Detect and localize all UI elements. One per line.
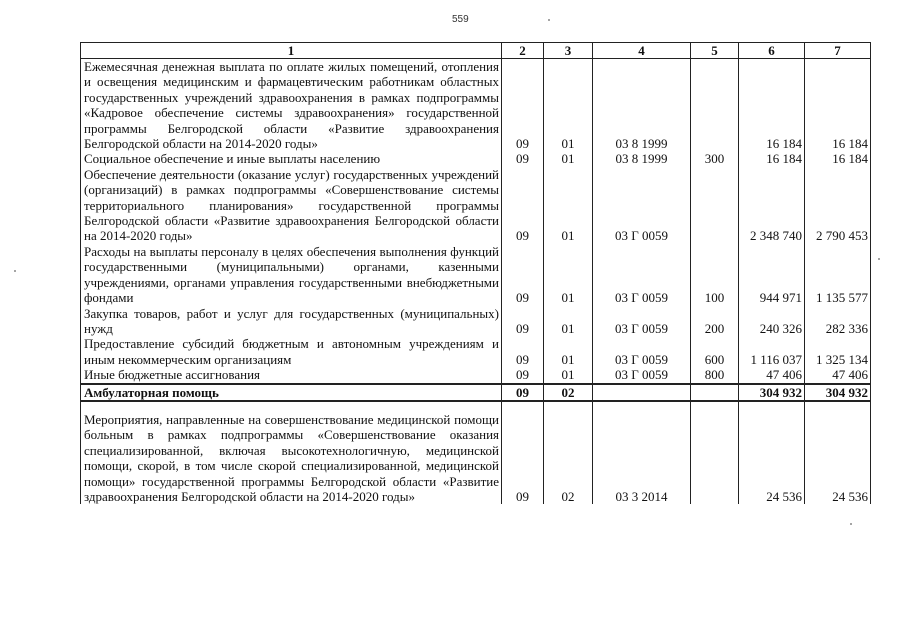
header-row: [81, 43, 871, 59]
row-name: Расходы на выплаты персоналу в целях обеспечения выполнения функций государственными (муниципальными) органами, казенными учреждениями, органами управления государственными внебюджетными фондами: [81, 244, 502, 306]
spacer-cell: [502, 401, 544, 412]
row-expense-type: 100: [691, 244, 739, 306]
row-expense-type: [691, 59, 739, 152]
header-col-7: 7: [805, 43, 871, 59]
row-amount-2: 2 790 453: [805, 167, 871, 244]
table-row: [81, 59, 871, 152]
row-subsection-code: 01: [544, 336, 593, 367]
table-row: [81, 244, 871, 306]
row-target-code: 03 Г 0059: [593, 306, 691, 337]
header-col-6: 6: [739, 43, 805, 59]
row-name: Ежемесячная денежная выплата по оплате жилых помещений, отопления и освещения медицинским и фармацевтическим работникам областных государственных учреждений здравоохранения в рамках подпрограммы «Кадровое обеспечение системы здравоохранения» государственной программы Белгородской области «Развитие здравоохранения Белгородской области на 2014-2020 годы»: [81, 59, 502, 152]
spacer-row: [81, 401, 871, 412]
row-name: Закупка товаров, работ и услуг для государственных (муниципальных) нужд: [81, 306, 502, 337]
row-target-code: 03 3 2014: [593, 412, 691, 504]
row-section-code: 09: [502, 167, 544, 244]
row-amount-1: 47 406: [739, 367, 805, 383]
row-section-code: 09: [502, 412, 544, 504]
row-section-code: 09: [502, 367, 544, 383]
table-row: [81, 412, 871, 504]
table-row: [81, 151, 871, 166]
row-amount-1: 1 116 037: [739, 336, 805, 367]
row-section-code: 09: [502, 336, 544, 367]
row-target-code: 03 8 1999: [593, 151, 691, 166]
row-section-code: 09: [502, 306, 544, 337]
row-name: Обеспечение деятельности (оказание услуг) государственных учреждений (организаций) в рамках подпрограммы «Совершенствование системы территориального планирования» государственной программы Белгородской области «Развитие здравоохранения Белгородской области на 2014-2020 годы»: [81, 167, 502, 244]
spacer-cell: [739, 401, 805, 412]
budget-table: [80, 42, 871, 504]
row-section-code: 09: [502, 59, 544, 152]
row-expense-type: 200: [691, 306, 739, 337]
row-name: Предоставление субсидий бюджетным и автономным учреждениям и иным некоммерческим организациям: [81, 336, 502, 367]
row-expense-type: 600: [691, 336, 739, 367]
row-subsection-code: 01: [544, 151, 593, 166]
row-subsection-code: 01: [544, 59, 593, 152]
row-target-code: 03 Г 0059: [593, 367, 691, 383]
spacer-cell: [544, 401, 593, 412]
spacer-cell: [691, 401, 739, 412]
row-amount-1: 24 536: [739, 412, 805, 504]
row-amount-1: 16 184: [739, 151, 805, 166]
row-amount-1: 16 184: [739, 59, 805, 152]
section-expense-type: [691, 384, 739, 401]
header-col-3: 3: [544, 43, 593, 59]
scan-artifact: [878, 258, 880, 260]
row-subsection-code: 01: [544, 167, 593, 244]
row-amount-1: 240 326: [739, 306, 805, 337]
section-subsection-code: 02: [544, 384, 593, 401]
row-expense-type: [691, 412, 739, 504]
row-target-code: 03 8 1999: [593, 59, 691, 152]
page-number: 559: [452, 14, 469, 25]
section-section-code: 09: [502, 384, 544, 401]
row-amount-2: 47 406: [805, 367, 871, 383]
row-section-code: 09: [502, 244, 544, 306]
scan-artifact: [548, 19, 550, 21]
row-name: Иные бюджетные ассигнования: [81, 367, 502, 383]
row-name: Социальное обеспечение и иные выплаты населению: [81, 151, 502, 166]
row-subsection-code: 01: [544, 367, 593, 383]
spacer-cell: [81, 401, 502, 412]
row-amount-1: 944 971: [739, 244, 805, 306]
table-row: [81, 367, 871, 383]
row-subsection-code: 01: [544, 244, 593, 306]
table-row: [81, 306, 871, 337]
row-expense-type: [691, 167, 739, 244]
row-amount-2: 1 135 577: [805, 244, 871, 306]
row-name: Мероприятия, направленные на совершенствование медицинской помощи больным в рамках подпрограммы «Совершенствование оказания специализированной, включая высокотехнологичную, медицинской помощи, скорой, в том числе скорой специализированной, медицинской помощи» государственной программы Белгородской области «Развитие здравоохранения Белгородской области на 2014-2020 годы»: [81, 412, 502, 504]
row-target-code: 03 Г 0059: [593, 167, 691, 244]
table-row: [81, 167, 871, 244]
row-target-code: 03 Г 0059: [593, 336, 691, 367]
section-target-code: [593, 384, 691, 401]
scan-artifact: [850, 523, 852, 525]
row-amount-2: 1 325 134: [805, 336, 871, 367]
row-expense-type: 300: [691, 151, 739, 166]
row-subsection-code: 02: [544, 412, 593, 504]
row-amount-2: 282 336: [805, 306, 871, 337]
section-amount-1: 304 932: [739, 384, 805, 401]
row-amount-2: 16 184: [805, 59, 871, 152]
row-amount-2: 24 536: [805, 412, 871, 504]
row-subsection-code: 01: [544, 306, 593, 337]
header-col-4: 4: [593, 43, 691, 59]
row-target-code: 03 Г 0059: [593, 244, 691, 306]
row-expense-type: 800: [691, 367, 739, 383]
spacer-cell: [593, 401, 691, 412]
spacer-cell: [805, 401, 871, 412]
row-amount-2: 16 184: [805, 151, 871, 166]
section-amount-2: 304 932: [805, 384, 871, 401]
row-amount-1: 2 348 740: [739, 167, 805, 244]
section-row: [81, 384, 871, 401]
header-col-1: 1: [81, 43, 502, 59]
row-section-code: 09: [502, 151, 544, 166]
section-name: Амбулаторная помощь: [81, 384, 502, 401]
table-row: [81, 336, 871, 367]
header-col-2: 2: [502, 43, 544, 59]
scan-artifact: [14, 270, 16, 272]
header-col-5: 5: [691, 43, 739, 59]
